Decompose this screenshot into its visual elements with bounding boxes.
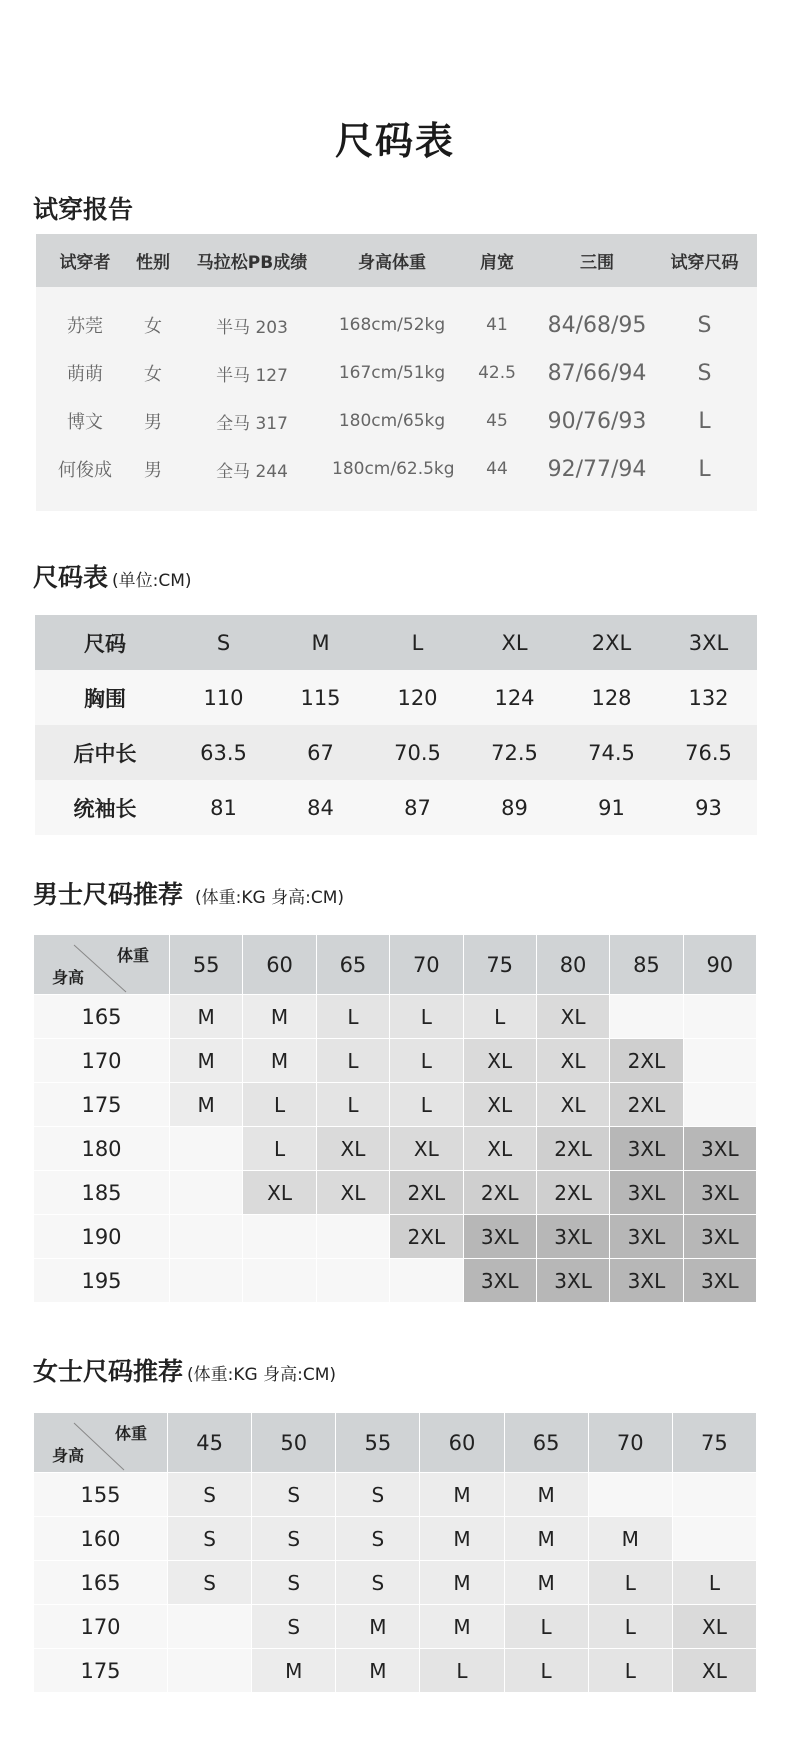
- men-size-cell: 3XL: [463, 1259, 536, 1303]
- size-chart-cell: 124: [466, 670, 563, 725]
- report-cell: S: [697, 312, 712, 338]
- women-header-row: [34, 1413, 757, 1473]
- report-header-cell: 试穿者: [59, 253, 111, 273]
- men-size-cell: XL: [316, 1171, 389, 1215]
- women-height-cell: 155: [34, 1473, 168, 1517]
- women-size-cell: M: [420, 1517, 504, 1561]
- men-size-cell: [170, 1215, 243, 1259]
- men-size-cell: M: [243, 1039, 316, 1083]
- women-weight-header: 75: [672, 1413, 756, 1473]
- size-chart-cell: 84: [272, 780, 369, 835]
- size-chart-cell: 76.5: [660, 725, 757, 780]
- men-size-cell: L: [390, 1039, 463, 1083]
- women-size-cell: XL: [672, 1649, 756, 1693]
- women-size-cell: M: [504, 1561, 588, 1605]
- size-chart-row-label: 统袖长: [35, 780, 175, 835]
- report-cell: 半马 127: [216, 365, 288, 386]
- men-size-cell: XL: [463, 1083, 536, 1127]
- men-size-cell: XL: [536, 1039, 609, 1083]
- report-cell: 180cm/62.5kg: [332, 459, 455, 479]
- women-size-cell: S: [168, 1561, 252, 1605]
- women-size-cell: M: [420, 1473, 504, 1517]
- men-size-cell: L: [390, 995, 463, 1039]
- men-size-cell: XL: [536, 1083, 609, 1127]
- women-size-cell: [588, 1473, 672, 1517]
- page-title: 尺码表: [334, 119, 455, 163]
- men-weight-header: 65: [316, 935, 389, 995]
- women-size-cell: [672, 1517, 756, 1561]
- men-size-cell: 3XL: [536, 1215, 609, 1259]
- men-weight-header: 55: [170, 935, 243, 995]
- men-size-cell: [390, 1259, 463, 1303]
- size-chart-cell: 132: [660, 670, 757, 725]
- men-height-cell: 165: [34, 995, 170, 1039]
- women-size-cell: S: [168, 1517, 252, 1561]
- men-size-cell: [170, 1127, 243, 1171]
- report-cell: 半马 203: [216, 317, 288, 338]
- report-cell: 苏莞: [67, 316, 103, 337]
- size-chart-cell: 128: [563, 670, 660, 725]
- report-cell: 全马 244: [216, 461, 288, 482]
- report-cell: 84/68/95: [547, 312, 647, 338]
- men-recommendation-table: [33, 934, 757, 1303]
- men-size-cell: L: [243, 1083, 316, 1127]
- men-weight-header: 75: [463, 935, 536, 995]
- report-cell: 90/76/93: [547, 408, 647, 434]
- men-size-cell: XL: [463, 1127, 536, 1171]
- report-row: [36, 301, 757, 349]
- women-size-cell: [168, 1605, 252, 1649]
- report-cell: 全马 317: [216, 413, 288, 434]
- men-size-cell: [243, 1215, 316, 1259]
- size-chart-cell: 120: [369, 670, 466, 725]
- men-size-cell: 2XL: [390, 1171, 463, 1215]
- men-size-cell: 2XL: [536, 1171, 609, 1215]
- women-size-cell: S: [252, 1605, 336, 1649]
- women-weight-header: 50: [252, 1413, 336, 1473]
- report-cell: 180cm/65kg: [338, 411, 446, 431]
- men-size-cell: [683, 1083, 756, 1127]
- men-size-cell: XL: [463, 1039, 536, 1083]
- men-size-cell: 3XL: [536, 1259, 609, 1303]
- men-height-cell: 170: [34, 1039, 170, 1083]
- women-row: [34, 1473, 757, 1517]
- men-row: [34, 1259, 757, 1303]
- men-height-cell: 185: [34, 1171, 170, 1215]
- men-size-cell: 3XL: [610, 1259, 683, 1303]
- women-row: [34, 1517, 757, 1561]
- size-chart-cell: 93: [660, 780, 757, 835]
- size-chart-cell: 89: [466, 780, 563, 835]
- men-size-cell: [610, 995, 683, 1039]
- report-cell: 44: [486, 459, 508, 479]
- women-title: 女士尺码推荐: [33, 1357, 184, 1386]
- report-cell: 萌萌: [67, 364, 103, 385]
- size-chart-cell: 72.5: [466, 725, 563, 780]
- men-size-cell: L: [316, 995, 389, 1039]
- size-chart-cell: 81: [175, 780, 272, 835]
- men-height-cell: 190: [34, 1215, 170, 1259]
- men-size-cell: L: [390, 1083, 463, 1127]
- report-cell: 博文: [67, 412, 103, 433]
- report-header-cell: 性别: [136, 253, 170, 273]
- women-size-cell: L: [420, 1649, 504, 1693]
- men-header-row: [34, 935, 757, 995]
- men-size-cell: L: [316, 1083, 389, 1127]
- women-height-label: 身高: [52, 1446, 85, 1465]
- men-row: [34, 1039, 757, 1083]
- women-weight-header: 55: [336, 1413, 420, 1473]
- size-chart-row-label: 胸围: [35, 670, 175, 725]
- men-weight-header: 70: [390, 935, 463, 995]
- size-chart-cell: 67: [272, 725, 369, 780]
- men-size-cell: [170, 1259, 243, 1303]
- report-cell: 167cm/51kg: [338, 363, 446, 383]
- men-size-cell: 2XL: [536, 1127, 609, 1171]
- women-weight-header: 60: [420, 1413, 504, 1473]
- men-weight-header: 60: [243, 935, 316, 995]
- men-weight-header: 80: [536, 935, 609, 995]
- size-chart-cell: L: [369, 615, 466, 670]
- men-size-cell: XL: [243, 1171, 316, 1215]
- women-row: [34, 1605, 757, 1649]
- women-size-cell: M: [420, 1605, 504, 1649]
- women-unit: (体重:KG 身高:CM): [187, 1365, 336, 1385]
- size-chart-cell: 115: [272, 670, 369, 725]
- women-size-cell: S: [252, 1473, 336, 1517]
- women-recommendation-table: [33, 1412, 757, 1693]
- report-cell: 92/77/94: [547, 456, 647, 482]
- women-section-title: [33, 1352, 336, 1388]
- size-chart-cell: 87: [369, 780, 466, 835]
- women-size-cell: M: [504, 1517, 588, 1561]
- women-weight-label: 体重: [114, 1424, 147, 1443]
- men-size-cell: [316, 1215, 389, 1259]
- men-size-cell: XL: [390, 1127, 463, 1171]
- women-height-cell: 160: [34, 1517, 168, 1561]
- men-row: [34, 995, 757, 1039]
- report-header-cell: 身高体重: [358, 253, 426, 273]
- men-size-cell: 3XL: [610, 1215, 683, 1259]
- size-chart-unit: (单位:CM): [112, 571, 192, 591]
- size-chart-cell: 2XL: [563, 615, 660, 670]
- women-height-cell: 175: [34, 1649, 168, 1693]
- report-row: [36, 349, 757, 397]
- men-size-cell: 2XL: [463, 1171, 536, 1215]
- women-size-cell: L: [672, 1561, 756, 1605]
- men-size-cell: XL: [536, 995, 609, 1039]
- report-table: [36, 234, 757, 511]
- men-size-cell: [683, 1039, 756, 1083]
- women-weight-header: 70: [588, 1413, 672, 1473]
- report-row: [36, 397, 757, 445]
- report-header-cell: 马拉松PB成绩: [196, 253, 308, 273]
- report-cell: 女: [144, 316, 162, 337]
- report-cell: S: [697, 360, 712, 386]
- report-cell: 41: [486, 315, 508, 335]
- women-size-cell: M: [252, 1649, 336, 1693]
- women-size-cell: M: [336, 1605, 420, 1649]
- report-header-cell: 肩宽: [480, 253, 514, 273]
- women-size-cell: M: [336, 1649, 420, 1693]
- women-size-cell: [672, 1473, 756, 1517]
- size-chart-row: [35, 780, 757, 835]
- women-size-cell: M: [588, 1517, 672, 1561]
- men-size-cell: [316, 1259, 389, 1303]
- men-size-cell: 3XL: [683, 1259, 756, 1303]
- men-size-cell: 2XL: [390, 1215, 463, 1259]
- men-size-cell: L: [463, 995, 536, 1039]
- men-height-cell: 195: [34, 1259, 170, 1303]
- size-chart-section-title: [33, 558, 192, 594]
- report-cell: L: [698, 408, 711, 434]
- size-chart-cell: M: [272, 615, 369, 670]
- men-size-cell: L: [316, 1039, 389, 1083]
- women-row: [34, 1649, 757, 1693]
- women-size-cell: L: [588, 1605, 672, 1649]
- men-size-cell: 2XL: [610, 1039, 683, 1083]
- report-cell: 男: [144, 460, 162, 481]
- women-size-cell: S: [336, 1517, 420, 1561]
- men-size-cell: 3XL: [683, 1171, 756, 1215]
- men-height-label: 身高: [52, 968, 85, 987]
- women-size-cell: S: [336, 1561, 420, 1605]
- women-size-cell: S: [336, 1473, 420, 1517]
- men-size-cell: [243, 1259, 316, 1303]
- size-chart-cell: 74.5: [563, 725, 660, 780]
- men-size-cell: L: [243, 1127, 316, 1171]
- size-chart-table: [35, 615, 757, 835]
- men-size-cell: M: [243, 995, 316, 1039]
- size-chart-row-label: 后中长: [35, 725, 175, 780]
- women-size-cell: L: [588, 1649, 672, 1693]
- men-size-cell: 3XL: [610, 1127, 683, 1171]
- report-cell: 女: [144, 364, 162, 385]
- size-chart-cell: XL: [466, 615, 563, 670]
- men-size-cell: 3XL: [610, 1171, 683, 1215]
- women-height-cell: 170: [34, 1605, 168, 1649]
- report-header-cell: 三围: [580, 253, 614, 273]
- men-size-cell: 2XL: [610, 1083, 683, 1127]
- women-size-cell: M: [420, 1561, 504, 1605]
- report-cell: L: [698, 456, 711, 482]
- men-size-cell: 3XL: [683, 1127, 756, 1171]
- men-size-cell: M: [170, 995, 243, 1039]
- women-weight-header: 45: [168, 1413, 252, 1473]
- men-weight-label: 体重: [116, 946, 149, 965]
- report-cell: 168cm/52kg: [338, 315, 446, 335]
- men-size-cell: M: [170, 1039, 243, 1083]
- men-size-cell: M: [170, 1083, 243, 1127]
- report-cell: 何俊成: [58, 460, 112, 481]
- size-chart-cell: 91: [563, 780, 660, 835]
- report-header-cell: 试穿尺码: [670, 253, 739, 273]
- report-section-title: 试穿报告: [33, 195, 134, 224]
- men-height-cell: 175: [34, 1083, 170, 1127]
- women-weight-header: 65: [504, 1413, 588, 1473]
- size-chart-cell: 3XL: [660, 615, 757, 670]
- women-size-cell: XL: [672, 1605, 756, 1649]
- men-row: [34, 1127, 757, 1171]
- women-size-cell: M: [504, 1473, 588, 1517]
- men-size-cell: 3XL: [463, 1215, 536, 1259]
- men-unit: (体重:KG 身高:CM): [195, 888, 344, 908]
- men-weight-header: 85: [610, 935, 683, 995]
- size-chart-cell: 70.5: [369, 725, 466, 780]
- size-chart-cell: 63.5: [175, 725, 272, 780]
- women-size-cell: L: [504, 1605, 588, 1649]
- women-size-cell: L: [588, 1561, 672, 1605]
- women-size-cell: S: [168, 1473, 252, 1517]
- men-row: [34, 1083, 757, 1127]
- women-size-cell: S: [252, 1561, 336, 1605]
- women-size-cell: [168, 1649, 252, 1693]
- men-height-cell: 180: [34, 1127, 170, 1171]
- report-cell: 42.5: [478, 363, 516, 383]
- women-row: [34, 1561, 757, 1605]
- men-size-cell: [683, 995, 756, 1039]
- women-size-cell: L: [504, 1649, 588, 1693]
- men-title: 男士尺码推荐: [33, 880, 184, 909]
- report-cell: 男: [144, 412, 162, 433]
- size-chart-row-label: 尺码: [35, 615, 175, 670]
- size-chart-cell: 110: [175, 670, 272, 725]
- women-corner-cell: [34, 1413, 168, 1473]
- report-row: [36, 445, 757, 493]
- men-row: [34, 1171, 757, 1215]
- men-size-cell: 3XL: [683, 1215, 756, 1259]
- men-corner-cell: [34, 935, 170, 995]
- men-size-cell: XL: [316, 1127, 389, 1171]
- men-section-title: [33, 875, 344, 911]
- men-row: [34, 1215, 757, 1259]
- size-chart-row: [35, 670, 757, 725]
- size-chart-cell: S: [175, 615, 272, 670]
- size-chart-title: 尺码表: [33, 563, 109, 592]
- report-cell: 45: [486, 411, 508, 431]
- report-header-row: [36, 234, 757, 287]
- men-size-cell: [170, 1171, 243, 1215]
- report-cell: 87/66/94: [547, 360, 647, 386]
- size-chart-row: [35, 725, 757, 780]
- women-size-cell: S: [252, 1517, 336, 1561]
- women-height-cell: 165: [34, 1561, 168, 1605]
- size-chart-row: [35, 615, 757, 670]
- men-weight-header: 90: [683, 935, 756, 995]
